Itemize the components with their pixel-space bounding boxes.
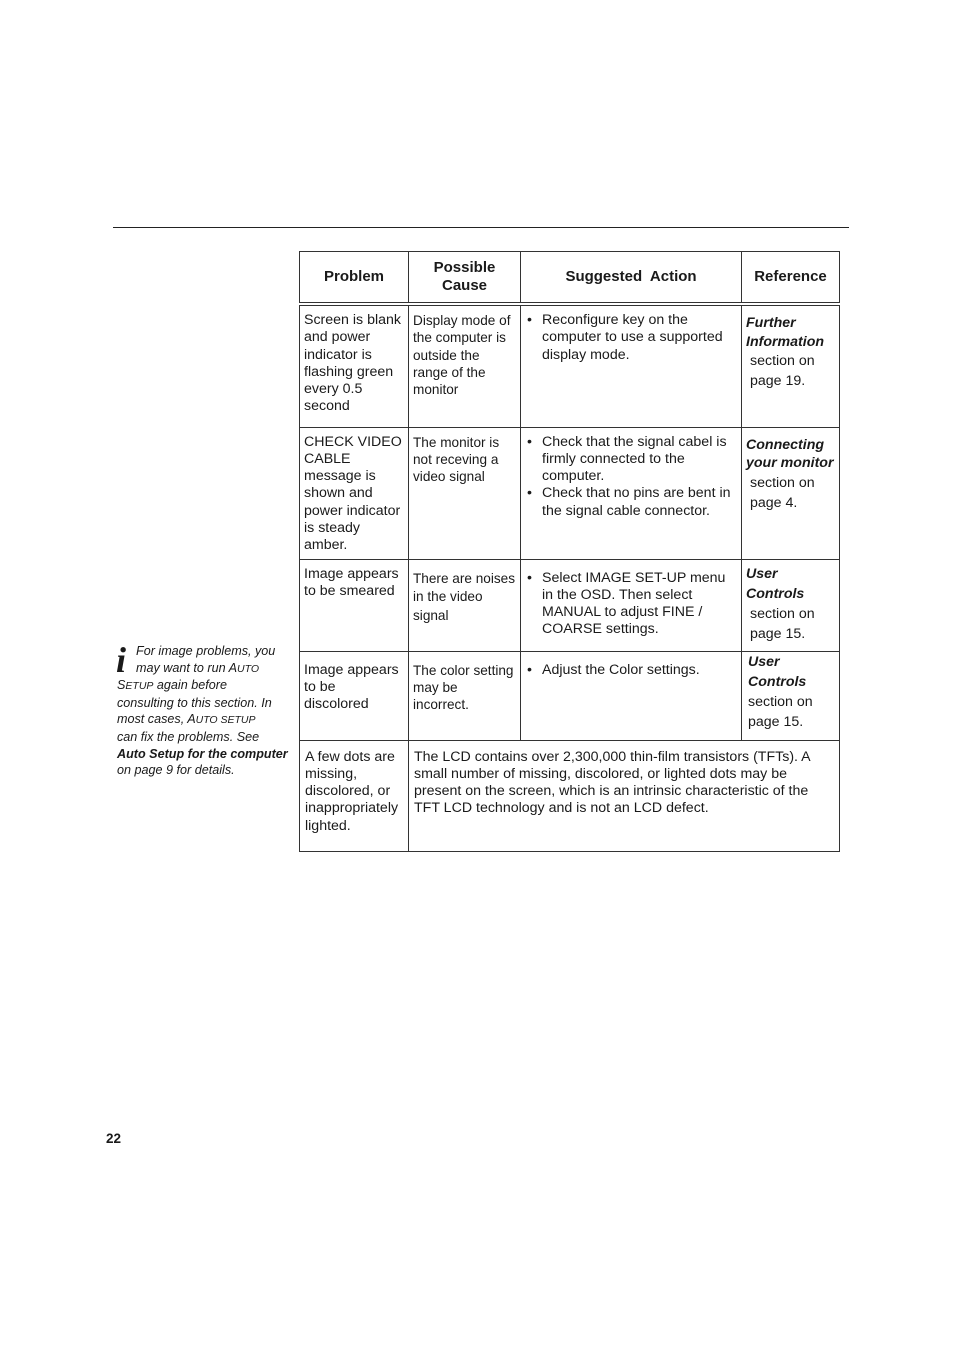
reference-cell: User Controls section on page 15. bbox=[742, 560, 839, 648]
reference-link: Further Information bbox=[746, 315, 825, 350]
cause-cell: There are noises in the video signal bbox=[413, 570, 516, 623]
top-rule bbox=[113, 227, 849, 228]
table-row bbox=[300, 559, 840, 651]
table-row bbox=[300, 304, 840, 427]
info-icon: i bbox=[116, 640, 127, 680]
action-item: • Reconfigure key on the computer to use a supported display mode. bbox=[527, 312, 735, 364]
table-row bbox=[300, 651, 840, 740]
action-list bbox=[521, 306, 741, 368]
action-item: • Check that no pins are bent in the signal cable connector. bbox=[527, 485, 735, 520]
reference-link: Connecting your monitor bbox=[746, 436, 834, 471]
reference-link: User Controls bbox=[748, 653, 807, 690]
cause-cell: The monitor is not receving a video signal bbox=[413, 434, 500, 485]
troubleshooting-table bbox=[299, 251, 840, 852]
header-action: Suggested Action bbox=[521, 252, 742, 305]
header-cause: Possible Cause bbox=[409, 252, 521, 305]
reference-cell: Further Information section on page 19. bbox=[742, 306, 839, 395]
header-problem: Problem bbox=[300, 252, 409, 305]
action-item: • Adjust the Color settings. bbox=[527, 662, 735, 679]
table-row bbox=[300, 740, 840, 851]
problem-cell: CHECK VIDEO CABLE message is shown and power indicator is steady amber. bbox=[304, 433, 402, 554]
action-list bbox=[521, 560, 741, 643]
problem-cell: Image appears to be smeared bbox=[304, 565, 399, 599]
table-row bbox=[300, 427, 840, 559]
action-item: • Check that the signal cabel is firmly connected to the computer. bbox=[527, 434, 735, 486]
table-header-row bbox=[300, 252, 840, 305]
sidenote: For image problems, you may want to run AUTO SETUP again before consulting to this section. In most cases, AUTO SETUP can fix the problems. See Auto Setup for the computer on page 9 for details. bbox=[117, 644, 288, 778]
merged-explanation: The LCD contains over 2,300,000 thin-film transistors (TFTs). A small number of missing, discolored, or lighted dots may be present on the screen, which is an intrinsic characteristic of the TFT LCD technology and is not an LCD defect. bbox=[414, 748, 810, 817]
page-number: 22 bbox=[106, 1131, 122, 1146]
problem-cell: A few dots are missing, discolored, or inappropriately lighted. bbox=[305, 748, 399, 834]
cause-cell: The color setting may be incorrect. bbox=[413, 662, 514, 713]
reference-cell: Connecting your monitor section on page 4. bbox=[742, 428, 839, 517]
reference-cell: User Controls section on page 15. bbox=[742, 652, 839, 736]
problem-cell: Screen is blank and power indicator is flashing green every 0.5 second bbox=[304, 312, 401, 415]
problem-cell: Image appears to be discolored bbox=[304, 661, 399, 713]
action-list bbox=[521, 428, 741, 524]
header-reference: Reference bbox=[742, 252, 840, 305]
reference-link: User Controls bbox=[746, 565, 805, 602]
action-list bbox=[521, 652, 741, 683]
sidenote-link: Auto Setup for the computer bbox=[117, 746, 288, 761]
action-item: • Select IMAGE SET-UP menu in the OSD. Then select MANUAL to adjust FINE / COARSE settings. bbox=[527, 570, 735, 639]
cause-cell: Display mode of the computer is outside the range of the monitor bbox=[413, 313, 511, 398]
